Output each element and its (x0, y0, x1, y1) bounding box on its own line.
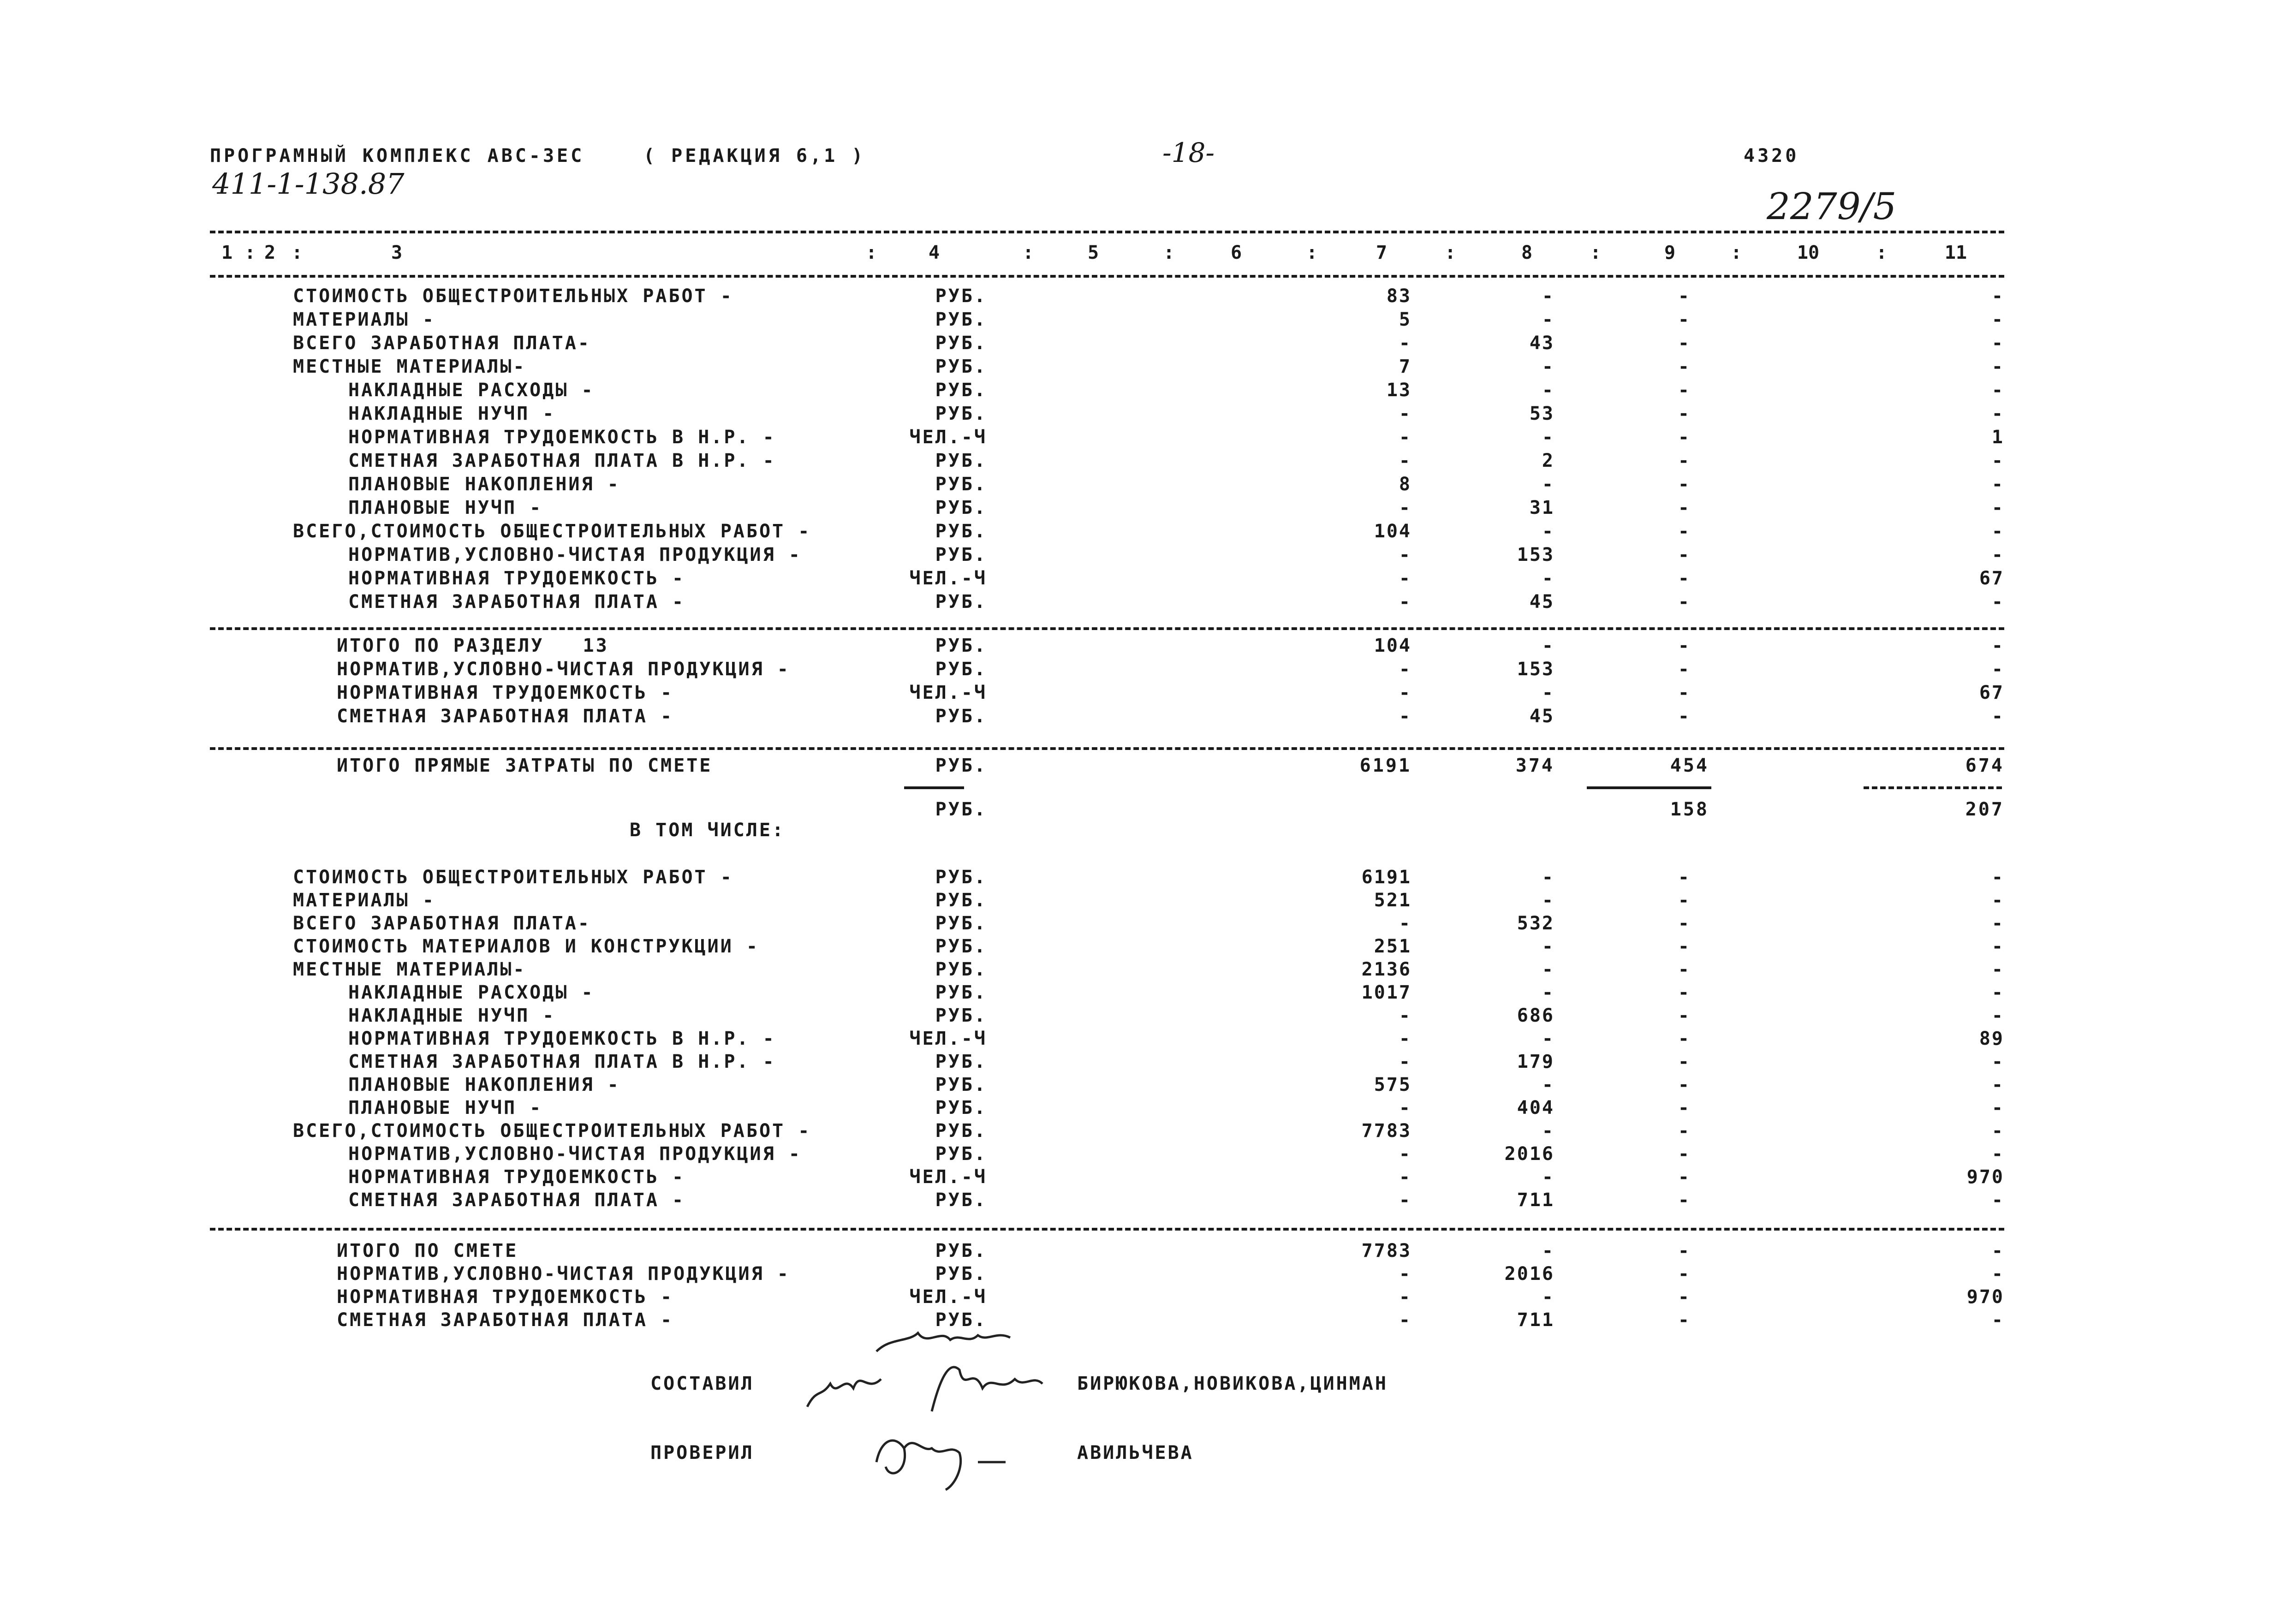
row-label: НОРМАТИВНАЯ ТРУДОЕМКОСТЬ - (348, 568, 685, 589)
row-unit: РУБ. (935, 333, 987, 354)
direct-costs-c11: 674 (1965, 755, 2004, 776)
cell-c9: - (1678, 286, 1691, 307)
checked-label: ПРОВЕРИЛ (650, 1442, 754, 1463)
row-label: НОРМАТИВ,УСЛОВНО-ЧИСТАЯ ПРОДУКЦИЯ - (337, 659, 790, 680)
including-heading: В ТОМ ЧИСЛЕ: (630, 820, 785, 841)
cell-c7: 13 (1386, 380, 1412, 401)
column-separator: : (244, 242, 256, 263)
column-header-6: 6 (1230, 242, 1242, 263)
cell-c9: - (1678, 936, 1691, 957)
cell-c8: 532 (1517, 913, 1554, 934)
direct-costs-c8: 374 (1515, 755, 1554, 776)
cell-c7: - (1399, 659, 1412, 680)
cell-c11: - (1991, 1074, 2004, 1095)
row-unit: РУБ. (935, 309, 987, 330)
row-label: НОРМАТИВНАЯ ТРУДОЕМКОСТЬ - (348, 1166, 685, 1188)
checker-signature (867, 1421, 1033, 1494)
row-unit: РУБ. (935, 1263, 987, 1285)
cell-c9: - (1678, 982, 1691, 1003)
cell-c7: - (1399, 1028, 1412, 1049)
cell-c7: - (1399, 427, 1412, 448)
cell-c7: - (1399, 913, 1412, 934)
row-label: СМЕТНАЯ ЗАРАБОТНАЯ ПЛАТА - (337, 706, 674, 727)
cell-c11: - (1991, 380, 2004, 401)
cell-c11: - (1991, 982, 2004, 1003)
column-separator: : (1445, 242, 1456, 263)
cell-c7: 5 (1399, 309, 1412, 330)
row-unit: РУБ. (935, 286, 987, 307)
row-label: ПЛАНОВЫЕ НАКОПЛЕНИЯ - (348, 1074, 620, 1095)
compiled-names: БИРЮКОВА,НОВИКОВА,ЦИНМАН (1077, 1373, 1388, 1394)
cell-c8: 45 (1529, 706, 1554, 727)
cell-c11: - (1991, 867, 2004, 888)
direct-costs-c7: 6191 (1359, 755, 1412, 776)
cell-c11: - (1991, 706, 2004, 727)
row-unit: РУБ. (935, 356, 987, 377)
row-label: ИТОГО ПО СМЕТЕ (337, 1240, 518, 1261)
cell-c8: 2016 (1504, 1263, 1554, 1285)
cell-c11: - (1991, 1240, 2004, 1261)
cell-c7: - (1399, 1051, 1412, 1072)
cell-c8: - (1542, 1166, 1554, 1188)
cell-c7: - (1399, 591, 1412, 613)
row-unit: РУБ. (935, 591, 987, 613)
row-label: НАКЛАДНЫЕ РАСХОДЫ - (348, 380, 595, 401)
row-label: ВСЕГО,СТОИМОСТЬ ОБЩЕСТРОИТЕЛЬНЫХ РАБОТ - (293, 1120, 811, 1142)
cell-c11: 1 (1991, 427, 2004, 448)
row-label: НОРМАТИВ,УСЛОВНО-ЧИСТАЯ ПРОДУКЦИЯ - (348, 1143, 802, 1165)
cell-c9: - (1678, 1074, 1691, 1095)
row-unit: РУБ. (935, 474, 987, 495)
cell-c9: - (1678, 568, 1691, 589)
row-unit: РУБ. (935, 913, 987, 934)
cell-c11: - (1991, 1005, 2004, 1026)
cell-c9: - (1678, 427, 1691, 448)
cell-c9: - (1678, 1190, 1691, 1211)
row-label: ПЛАНОВЫЕ НУЧП - (348, 1097, 543, 1118)
row-label: ИТОГО ПО РАЗДЕЛУ 13 (337, 635, 609, 656)
cell-c8: - (1542, 682, 1554, 703)
column-separator: : (1306, 242, 1318, 263)
cell-c11: 67 (1979, 568, 2004, 589)
cell-c7: 7 (1399, 356, 1412, 377)
row-label: СТОИМОСТЬ ОБЩЕСТРОИТЕЛЬНЫХ РАБОТ - (293, 286, 733, 307)
direct-costs-c9b: 158 (1670, 799, 1709, 820)
cell-c8: 711 (1517, 1190, 1554, 1211)
row-unit: РУБ. (935, 635, 987, 656)
cell-c7: 251 (1374, 936, 1412, 957)
cell-c8: - (1542, 474, 1554, 495)
cell-c11: - (1991, 544, 2004, 565)
cell-c9: - (1678, 1309, 1691, 1331)
cell-c9: - (1678, 356, 1691, 377)
row-unit: РУБ. (935, 497, 987, 518)
row-label: НАКЛАДНЫЕ НУЧП - (348, 1005, 556, 1026)
cell-c7: - (1399, 568, 1412, 589)
cell-c11: - (1991, 1190, 2004, 1211)
cell-c8: 43 (1529, 333, 1554, 354)
cell-c7: 521 (1374, 890, 1412, 911)
cell-c9: - (1678, 497, 1691, 518)
column-separator: : (1731, 242, 1742, 263)
cell-c9: - (1678, 309, 1691, 330)
cell-c9: - (1678, 1240, 1691, 1261)
row-unit: РУБ. (935, 544, 987, 565)
cell-c8: - (1542, 982, 1554, 1003)
column-separator: : (292, 242, 303, 263)
cell-c11: - (1991, 450, 2004, 471)
row-unit: РУБ. (935, 403, 987, 424)
cell-c7: - (1399, 403, 1412, 424)
cell-c11: - (1991, 1051, 2004, 1072)
row-unit: РУБ. (935, 1051, 987, 1072)
row-unit: ЧЕЛ.-Ч (909, 682, 987, 703)
cell-c8: - (1542, 635, 1554, 656)
cell-c7: - (1399, 1190, 1412, 1211)
cell-c11: - (1991, 591, 2004, 613)
direct-costs-unit: РУБ. (935, 755, 987, 776)
section-rule-2 (210, 747, 2004, 750)
cell-c8: 686 (1517, 1005, 1554, 1026)
cell-c11: - (1991, 635, 2004, 656)
underline-col11 (1864, 786, 2002, 789)
cell-c8: 179 (1517, 1051, 1554, 1072)
cell-c11: - (1991, 1097, 2004, 1118)
cell-c11: - (1991, 1120, 2004, 1142)
row-unit: РУБ. (935, 706, 987, 727)
compiler-signatures (793, 1319, 1089, 1425)
cell-c11: - (1991, 403, 2004, 424)
cell-c9: - (1678, 380, 1691, 401)
cell-c8: - (1542, 309, 1554, 330)
column-separator: : (1876, 242, 1888, 263)
column-header-3: 3 (391, 242, 403, 263)
row-unit: РУБ. (935, 959, 987, 980)
cell-c7: - (1399, 1097, 1412, 1118)
row-unit: ЧЕЛ.-Ч (909, 1028, 987, 1049)
row-unit: РУБ. (935, 1074, 987, 1095)
cell-c8: 153 (1517, 544, 1554, 565)
column-header-4: 4 (928, 242, 940, 263)
cell-c11: - (1991, 521, 2004, 542)
cell-c8: - (1542, 1286, 1554, 1308)
cell-c9: - (1678, 959, 1691, 980)
cell-c11: - (1991, 474, 2004, 495)
underline-col9 (1587, 786, 1711, 789)
cell-c7: 7783 (1361, 1240, 1412, 1261)
program-title: ПРОГРАМНЫЙ КОМПЛЕКС АВС-ЗЕС (210, 145, 585, 167)
row-label: НОРМАТИВНАЯ ТРУДОЕМКОСТЬ - (337, 1286, 674, 1308)
cell-c9: - (1678, 333, 1691, 354)
cell-c7: - (1399, 706, 1412, 727)
cell-c7: - (1399, 1005, 1412, 1026)
cell-c7: - (1399, 497, 1412, 518)
row-unit: РУБ. (935, 867, 987, 888)
cell-c8: - (1542, 867, 1554, 888)
cell-c7: - (1399, 1166, 1412, 1188)
cell-c8: - (1542, 1028, 1554, 1049)
row-label: СМЕТНАЯ ЗАРАБОТНАЯ ПЛАТА - (348, 591, 685, 613)
row-label: МЕСТНЫЕ МАТЕРИАЛЫ- (293, 356, 526, 377)
header-rule (210, 275, 2004, 278)
cell-c7: 104 (1374, 521, 1412, 542)
cell-c9: - (1678, 867, 1691, 888)
cell-c11: 67 (1979, 682, 2004, 703)
cell-c8: 31 (1529, 497, 1554, 518)
section-rule-1 (210, 627, 2004, 630)
row-label: ПЛАНОВЫЕ НУЧП - (348, 497, 543, 518)
row-unit: РУБ. (935, 1309, 987, 1331)
direct-costs-label: ИТОГО ПРЯМЫЕ ЗАТРАТЫ ПО СМЕТЕ (337, 755, 713, 776)
cell-c8: - (1542, 521, 1554, 542)
cell-c11: - (1991, 286, 2004, 307)
cell-c7: - (1399, 1143, 1412, 1165)
cell-c9: - (1678, 1166, 1691, 1188)
row-unit: ЧЕЛ.-Ч (909, 1286, 987, 1308)
row-label: СМЕТНАЯ ЗАРАБОТНАЯ ПЛАТА В Н.Р. - (348, 450, 776, 471)
cell-c9: - (1678, 1143, 1691, 1165)
cell-c9: - (1678, 1051, 1691, 1072)
row-unit: РУБ. (935, 380, 987, 401)
checked-name: АВИЛЬЧЕВА (1077, 1442, 1194, 1463)
row-label: МЕСТНЫЕ МАТЕРИАЛЫ- (293, 959, 526, 980)
cell-c9: - (1678, 544, 1691, 565)
cell-c11: - (1991, 333, 2004, 354)
row-label: МАТЕРИАЛЫ - (293, 309, 435, 330)
cell-c8: 45 (1529, 591, 1554, 613)
cell-c7: 8 (1399, 474, 1412, 495)
cell-c8: - (1542, 356, 1554, 377)
cell-c11: - (1991, 497, 2004, 518)
cell-c7: 83 (1386, 286, 1412, 307)
cell-c9: - (1678, 474, 1691, 495)
column-header-2: 2 (264, 242, 276, 263)
cell-c8: - (1542, 380, 1554, 401)
row-unit: РУБ. (935, 450, 987, 471)
row-label: НОРМАТИВ,УСЛОВНО-ЧИСТАЯ ПРОДУКЦИЯ - (348, 544, 802, 565)
row-unit: РУБ. (935, 890, 987, 911)
row-label: НОРМАТИВ,УСЛОВНО-ЧИСТАЯ ПРОДУКЦИЯ - (337, 1263, 790, 1285)
cell-c11: 970 (1966, 1166, 2004, 1188)
row-unit: РУБ. (935, 1240, 987, 1261)
compiled-label: СОСТАВИЛ (650, 1373, 754, 1394)
row-label: ВСЕГО ЗАРАБОТНАЯ ПЛАТА- (293, 333, 591, 354)
cell-c9: - (1678, 1097, 1691, 1118)
cell-c7: - (1399, 450, 1412, 471)
row-unit: РУБ. (935, 1097, 987, 1118)
cell-c7: 7783 (1361, 1120, 1412, 1142)
cell-c9: - (1678, 913, 1691, 934)
row-label: СМЕТНАЯ ЗАРАБОТНАЯ ПЛАТА - (337, 1309, 674, 1331)
column-header-5: 5 (1087, 242, 1099, 263)
cell-c7: 575 (1374, 1074, 1412, 1095)
row-unit: ЧЕЛ.-Ч (909, 568, 987, 589)
handwritten-reference: 411-1-138.87 (212, 167, 405, 201)
row-label: ВСЕГО ЗАРАБОТНАЯ ПЛАТА- (293, 913, 591, 934)
cell-c11: 970 (1966, 1286, 2004, 1308)
cell-c7: 6191 (1361, 867, 1412, 888)
cell-c9: - (1678, 635, 1691, 656)
row-unit: РУБ. (935, 521, 987, 542)
cell-c9: - (1678, 1028, 1691, 1049)
top-rule (210, 231, 2004, 233)
cell-c9: - (1678, 450, 1691, 471)
cell-c7: - (1399, 1286, 1412, 1308)
cell-c7: - (1399, 1263, 1412, 1285)
row-label: СМЕТНАЯ ЗАРАБОТНАЯ ПЛАТА В Н.Р. - (348, 1051, 776, 1072)
direct-costs-c11b: 207 (1965, 799, 2004, 820)
row-unit: РУБ. (935, 1120, 987, 1142)
cell-c7: - (1399, 544, 1412, 565)
cell-c8: - (1542, 427, 1554, 448)
column-separator: : (1023, 242, 1034, 263)
row-label: СТОИМОСТЬ ОБЩЕСТРОИТЕЛЬНЫХ РАБОТ - (293, 867, 733, 888)
cell-c7: 1017 (1361, 982, 1412, 1003)
cell-c11: - (1991, 890, 2004, 911)
row-label: НАКЛАДНЫЕ РАСХОДЫ - (348, 982, 595, 1003)
cell-c9: - (1678, 1005, 1691, 1026)
cell-c7: 104 (1374, 635, 1412, 656)
column-header-11: 11 (1944, 242, 1967, 263)
cell-c9: - (1678, 1286, 1691, 1308)
underline-unit (904, 786, 964, 789)
cell-c8: - (1542, 959, 1554, 980)
cell-c9: - (1678, 890, 1691, 911)
cell-c9: - (1678, 682, 1691, 703)
cell-c9: - (1678, 706, 1691, 727)
cell-c11: - (1991, 1263, 2004, 1285)
cell-c8: 2016 (1504, 1143, 1554, 1165)
cell-c8: - (1542, 1240, 1554, 1261)
direct-costs-c9: 454 (1670, 755, 1709, 776)
cell-c8: 153 (1517, 659, 1554, 680)
column-header-10: 10 (1797, 242, 1820, 263)
handwritten-number: 2279/5 (1767, 185, 1897, 228)
direct-costs-unit2: РУБ. (935, 799, 987, 820)
cell-c7: - (1399, 333, 1412, 354)
document-code: 4320 (1744, 145, 1799, 167)
cell-c7: - (1399, 682, 1412, 703)
cell-c8: - (1542, 1074, 1554, 1095)
cell-c8: 404 (1517, 1097, 1554, 1118)
cell-c11: 89 (1979, 1028, 2004, 1049)
cell-c8: - (1542, 286, 1554, 307)
row-unit: РУБ. (935, 982, 987, 1003)
cell-c11: - (1991, 1309, 2004, 1331)
cell-c9: - (1678, 521, 1691, 542)
row-label: НАКЛАДНЫЕ НУЧП - (348, 403, 556, 424)
column-separator: : (866, 242, 877, 263)
cell-c11: - (1991, 959, 2004, 980)
row-unit: РУБ. (935, 936, 987, 957)
cell-c8: 53 (1529, 403, 1554, 424)
row-label: СМЕТНАЯ ЗАРАБОТНАЯ ПЛАТА - (348, 1190, 685, 1211)
cell-c8: - (1542, 1120, 1554, 1142)
row-label: МАТЕРИАЛЫ - (293, 890, 435, 911)
cell-c11: - (1991, 936, 2004, 957)
cell-c8: 2 (1542, 450, 1554, 471)
cell-c7: - (1399, 1309, 1412, 1331)
cell-c7: 2136 (1361, 959, 1412, 980)
row-label: СТОИМОСТЬ МАТЕРИАЛОВ И КОНСТРУКЦИИ - (293, 936, 759, 957)
cell-c11: - (1991, 1143, 2004, 1165)
column-header-9: 9 (1664, 242, 1676, 263)
edition-label: ( РЕДАКЦИЯ 6,1 ) (643, 145, 866, 167)
cell-c9: - (1678, 1120, 1691, 1142)
cell-c8: 711 (1517, 1309, 1554, 1331)
row-label: ПЛАНОВЫЕ НАКОПЛЕНИЯ - (348, 474, 620, 495)
row-unit: РУБ. (935, 1143, 987, 1165)
cell-c9: - (1678, 1263, 1691, 1285)
cell-c11: - (1991, 659, 2004, 680)
row-label: НОРМАТИВНАЯ ТРУДОЕМКОСТЬ В Н.Р. - (348, 1028, 776, 1049)
row-label: НОРМАТИВНАЯ ТРУДОЕМКОСТЬ В Н.Р. - (348, 427, 776, 448)
cell-c9: - (1678, 591, 1691, 613)
row-unit: РУБ. (935, 1005, 987, 1026)
column-separator: : (1590, 242, 1602, 263)
section-rule-3 (210, 1228, 2004, 1231)
row-unit: РУБ. (935, 659, 987, 680)
page-number: -18- (1162, 137, 1215, 168)
row-unit: ЧЕЛ.-Ч (909, 427, 987, 448)
cell-c11: - (1991, 309, 2004, 330)
row-unit: РУБ. (935, 1190, 987, 1211)
column-header-1: 1 (221, 242, 233, 263)
cell-c11: - (1991, 356, 2004, 377)
cell-c9: - (1678, 659, 1691, 680)
cell-c8: - (1542, 568, 1554, 589)
column-header-7: 7 (1376, 242, 1388, 263)
row-label: ВСЕГО,СТОИМОСТЬ ОБЩЕСТРОИТЕЛЬНЫХ РАБОТ - (293, 521, 811, 542)
column-header-8: 8 (1521, 242, 1533, 263)
row-unit: ЧЕЛ.-Ч (909, 1166, 987, 1188)
cell-c9: - (1678, 403, 1691, 424)
row-label: НОРМАТИВНАЯ ТРУДОЕМКОСТЬ - (337, 682, 674, 703)
cell-c8: - (1542, 890, 1554, 911)
cell-c11: - (1991, 913, 2004, 934)
column-separator: : (1163, 242, 1175, 263)
cell-c8: - (1542, 936, 1554, 957)
